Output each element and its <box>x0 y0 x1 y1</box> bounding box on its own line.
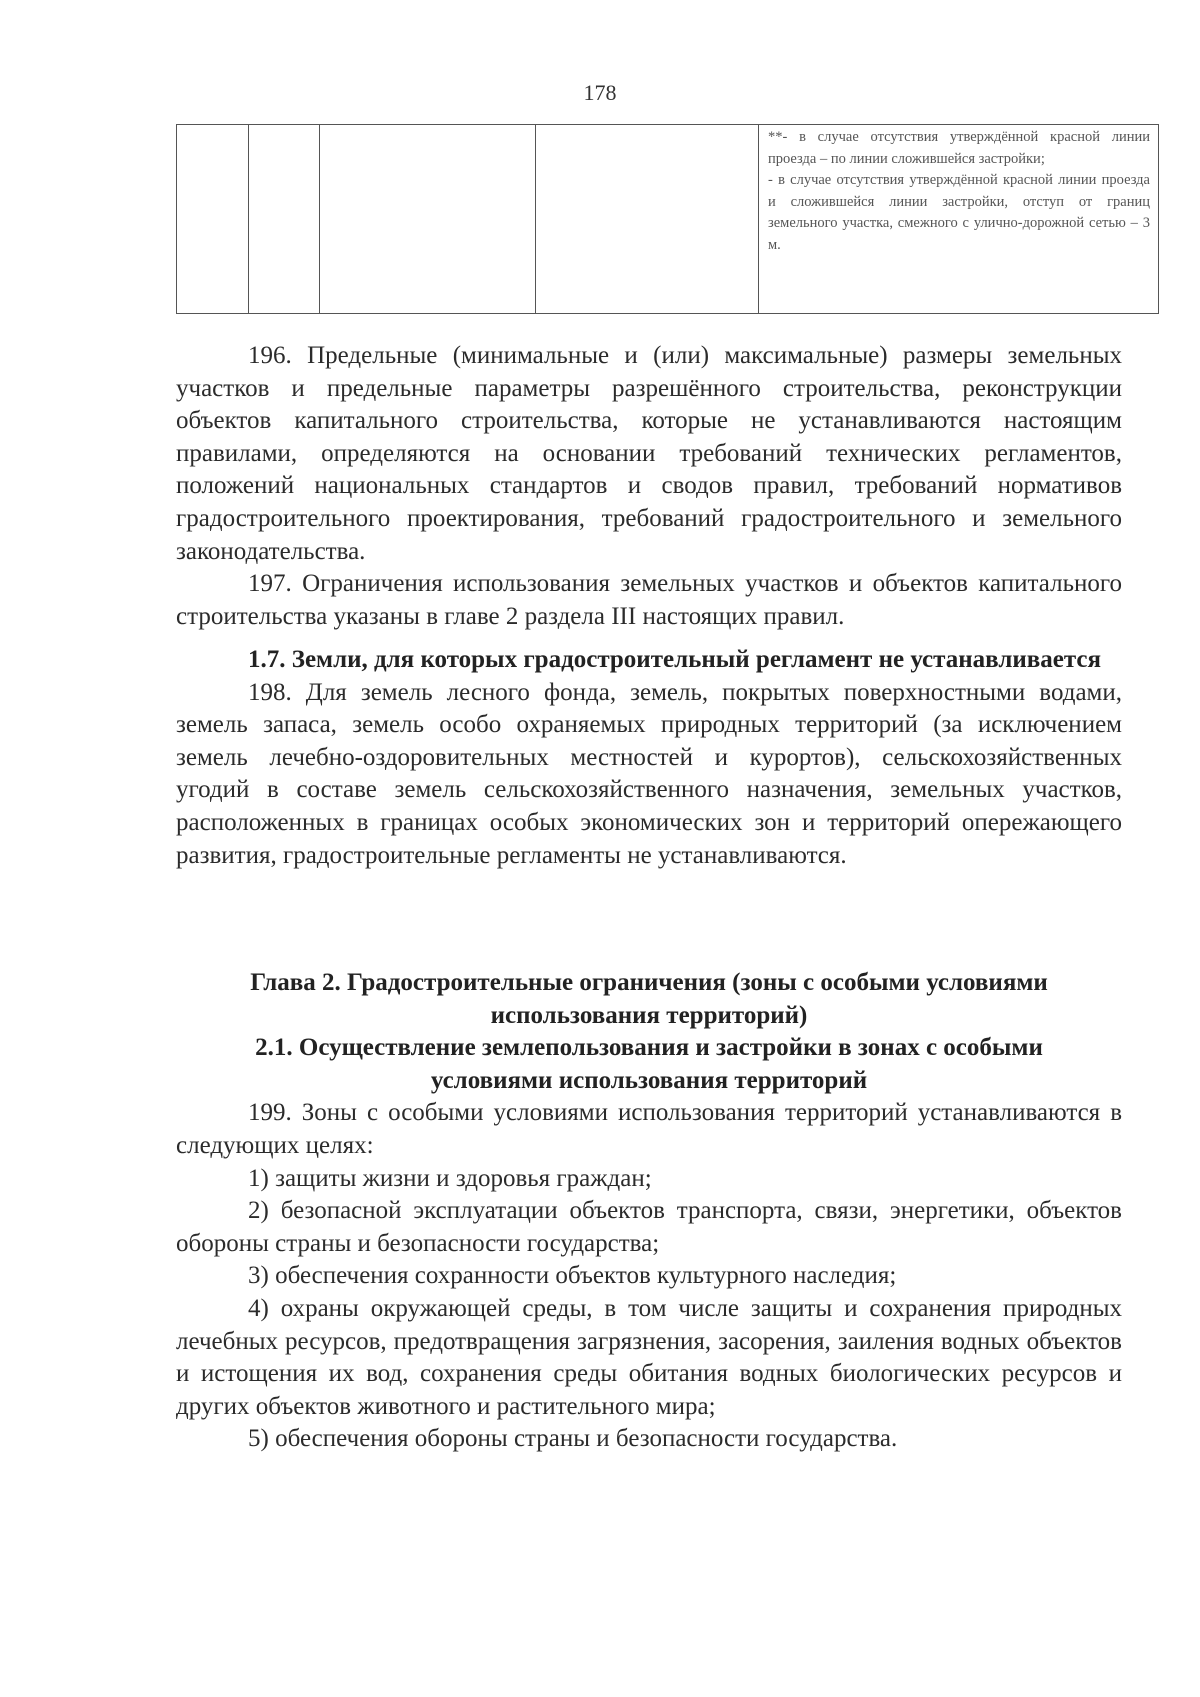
paragraph-197: 197. Ограничения использования земельных участков и объектов капитального строительства указаны в главе 2 раздела III настоящих правил. <box>176 570 1122 630</box>
table-cell-empty <box>320 125 536 314</box>
page-number: 178 <box>583 80 617 105</box>
table-cell-empty <box>536 125 759 314</box>
list-item: 5) обеспечения обороны страны и безопасности государства. <box>248 1425 898 1453</box>
section-1-6-body <box>176 340 1122 633</box>
paragraph-199: 199. Зоны с особыми условиями использования территорий устанавливаются в следующих целях: <box>176 1099 1122 1159</box>
section-heading-2-1: 2.1. Осуществление землепользования и застройки в зонах с особыми условиями использования территорий <box>255 1034 1043 1094</box>
paragraph-198: 198. Для земель лесного фонда, земель, покрытых поверхностными водами, земель запаса, земель особо охраняемых природных территорий (за исключением земель лечебно-оздоровительных местностей и курортов), сельскохозяйственных угодий в составе земель сельскохозяйственного назначения, земельных участков, расположенных в границах особых экономических зон и территорий опережающего развития, градостроительные регламенты не устанавливаются. <box>176 678 1122 869</box>
table-row <box>177 125 1159 314</box>
chapter-heading: Глава 2. Градостроительные ограничения (зоны с особыми условиями использования территорий) <box>250 969 1048 1029</box>
list-item: 4) охраны окружающей среды, в том числе защиты и сохранения природных лечебных ресурсов, предотвращения загрязнения, засорения, заиления водных объектов и истощения их вод, сохранения среды обитания водных биологических ресурсов и других объектов животного и растительного мира; <box>176 1294 1122 1420</box>
section-1-7 <box>176 644 1122 872</box>
table-note-cell <box>759 125 1159 314</box>
chapter-2 <box>176 967 1122 1456</box>
table-cell-empty <box>249 125 320 314</box>
table-note-line: - в случае отсутствия утверждённой красной линии проезда и сложившейся линии застройки, отступ от границ земельного участка, смежного с улично-дорожной сетью – 3 м. <box>768 172 1150 253</box>
paragraph-196: 196. Предельные (минимальные и (или) максимальные) размеры земельных участков и предельные параметры разрешённого строительства, реконструкции объектов капитального строительства, которые не устанавливаются настоящим правилами, определяются на основании требований технических регламентов, положений национальных стандартов и сводов правил, требований нормативов градостроительного проектирования, требований градостроительного и земельного законодательства. <box>176 342 1122 565</box>
list-item: 1) защиты жизни и здоровья граждан; <box>248 1164 652 1192</box>
table-cell-empty <box>177 125 249 314</box>
list-item: 3) обеспечения сохранности объектов культурного наследия; <box>248 1262 897 1290</box>
list-item: 2) безопасной эксплуатации объектов транспорта, связи, энергетики, объектов обороны страны и безопасности государства; <box>176 1197 1122 1257</box>
table-note-line: **- в случае отсутствия утверждённой красной линии проезда – по линии сложившейся застройки; <box>768 129 1150 167</box>
continuation-table <box>176 124 1159 314</box>
section-heading-1-7: 1.7. Земли, для которых градостроительный регламент не устанавливается <box>248 646 1102 673</box>
